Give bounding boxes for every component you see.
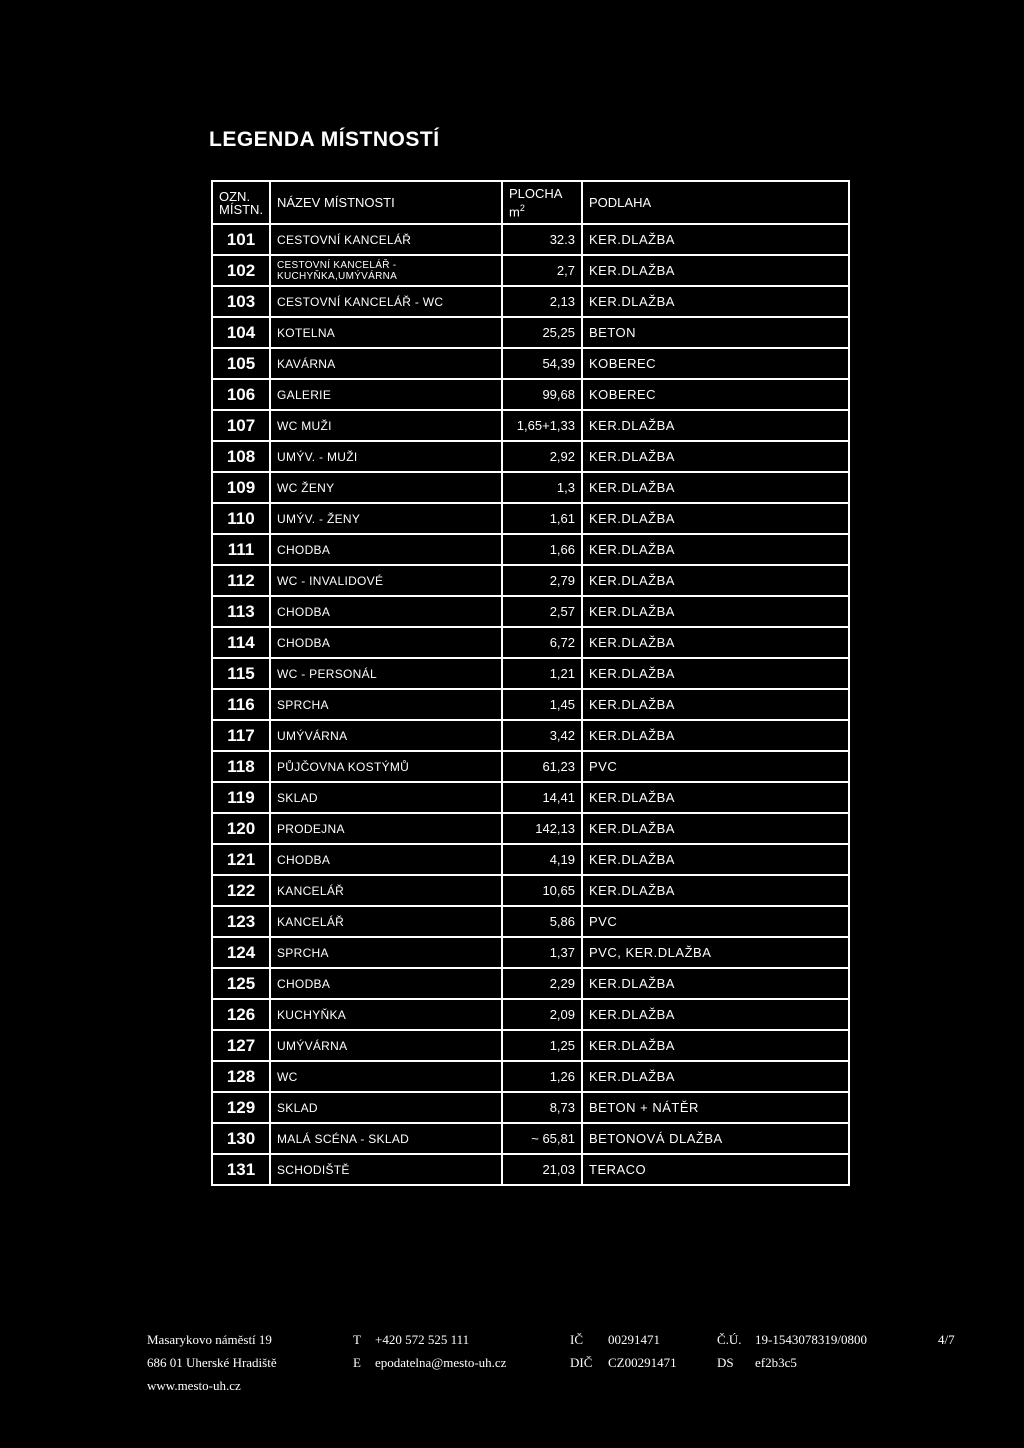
footer-email[interactable]: epodatelna@mesto-uh.cz bbox=[375, 1355, 507, 1370]
room-area-cell: 6,72 bbox=[502, 627, 582, 658]
footer-phone-label: T bbox=[353, 1332, 361, 1347]
room-name-cell: KANCELÁŘ bbox=[270, 906, 502, 937]
room-floor-cell: PVC bbox=[582, 751, 849, 782]
room-area-cell: 1,25 bbox=[502, 1030, 582, 1061]
table-row bbox=[212, 1092, 849, 1123]
room-name-cell: WC - INVALIDOVÉ bbox=[270, 565, 502, 596]
table-row bbox=[212, 379, 849, 410]
room-area-cell: 2,7 bbox=[502, 255, 582, 286]
room-floor-cell: KER.DLAŽBA bbox=[582, 596, 849, 627]
room-code-cell: 108 bbox=[212, 441, 270, 472]
room-floor-cell: KOBEREC bbox=[582, 379, 849, 410]
room-name-cell: CESTOVNÍ KANCELÁŘ - KUCHYŇKA,UMÝVÁRNA bbox=[270, 255, 502, 286]
room-floor-cell: BETON bbox=[582, 317, 849, 348]
room-code-cell: 129 bbox=[212, 1092, 270, 1123]
room-floor-cell: KER.DLAŽBA bbox=[582, 410, 849, 441]
room-area-cell: 14,41 bbox=[502, 782, 582, 813]
table-header-row bbox=[212, 181, 849, 224]
room-area-cell: 99,68 bbox=[502, 379, 582, 410]
room-name-cell: CHODBA bbox=[270, 627, 502, 658]
page-title: LEGENDA MÍSTNOSTÍ bbox=[209, 128, 440, 151]
room-name-cell: CESTOVNÍ KANCELÁŘ - WC bbox=[270, 286, 502, 317]
table-row bbox=[212, 627, 849, 658]
room-floor-cell: KER.DLAŽBA bbox=[582, 534, 849, 565]
room-floor-cell: KER.DLAŽBA bbox=[582, 286, 849, 317]
table-row bbox=[212, 255, 849, 286]
room-code-cell: 118 bbox=[212, 751, 270, 782]
room-name-cell: UMÝVÁRNA bbox=[270, 720, 502, 751]
room-name-cell: WC MUŽI bbox=[270, 410, 502, 441]
room-legend-table bbox=[211, 180, 850, 1186]
room-area-cell: 3,42 bbox=[502, 720, 582, 751]
table-row bbox=[212, 503, 849, 534]
room-name-cell: KANCELÁŘ bbox=[270, 875, 502, 906]
room-name-cell: PŮJČOVNA KOSTÝMŮ bbox=[270, 751, 502, 782]
room-code-cell: 106 bbox=[212, 379, 270, 410]
footer-dic: CZ00291471 bbox=[608, 1355, 677, 1370]
room-area-cell: 4,19 bbox=[502, 844, 582, 875]
table-row bbox=[212, 937, 849, 968]
room-code-cell: 105 bbox=[212, 348, 270, 379]
footer-ic: 00291471 bbox=[608, 1332, 660, 1347]
room-code-cell: 112 bbox=[212, 565, 270, 596]
room-area-cell: 54,39 bbox=[502, 348, 582, 379]
room-name-cell: CHODBA bbox=[270, 534, 502, 565]
footer-cu: 19-1543078319/0800 bbox=[755, 1332, 867, 1347]
room-floor-cell: KER.DLAŽBA bbox=[582, 441, 849, 472]
footer-address-line1: Masarykovo náměstí 19 bbox=[147, 1332, 272, 1347]
room-floor-cell: KOBEREC bbox=[582, 348, 849, 379]
room-floor-cell: KER.DLAŽBA bbox=[582, 627, 849, 658]
room-area-cell: 2,57 bbox=[502, 596, 582, 627]
room-name-cell: SCHODIŠTĚ bbox=[270, 1154, 502, 1185]
room-name-cell: CHODBA bbox=[270, 968, 502, 999]
room-area-cell: 1,3 bbox=[502, 472, 582, 503]
header-room-name: NÁZEV MÍSTNOSTI bbox=[270, 181, 502, 224]
table-row bbox=[212, 286, 849, 317]
room-code-cell: 109 bbox=[212, 472, 270, 503]
table-row bbox=[212, 999, 849, 1030]
room-floor-cell: KER.DLAŽBA bbox=[582, 224, 849, 255]
table-row bbox=[212, 689, 849, 720]
room-area-cell: 32.3 bbox=[502, 224, 582, 255]
room-area-cell: 2,79 bbox=[502, 565, 582, 596]
footer-ds-label: DS bbox=[717, 1355, 734, 1370]
room-code-cell: 117 bbox=[212, 720, 270, 751]
table-row bbox=[212, 1030, 849, 1061]
table-row bbox=[212, 224, 849, 255]
room-area-cell: 1,45 bbox=[502, 689, 582, 720]
room-area-cell: 2,29 bbox=[502, 968, 582, 999]
room-code-cell: 104 bbox=[212, 317, 270, 348]
room-code-cell: 131 bbox=[212, 1154, 270, 1185]
room-floor-cell: TERACO bbox=[582, 1154, 849, 1185]
footer-row-3 bbox=[147, 1378, 967, 1401]
table-row bbox=[212, 782, 849, 813]
room-floor-cell: KER.DLAŽBA bbox=[582, 782, 849, 813]
room-floor-cell: KER.DLAŽBA bbox=[582, 689, 849, 720]
room-area-cell: ~ 65,81 bbox=[502, 1123, 582, 1154]
table-row bbox=[212, 348, 849, 379]
room-area-cell: 61,23 bbox=[502, 751, 582, 782]
table-row bbox=[212, 844, 849, 875]
room-code-cell: 103 bbox=[212, 286, 270, 317]
footer-cu-label: Č.Ú. bbox=[717, 1332, 742, 1347]
header-room-code: OZN. MÍSTN. bbox=[212, 181, 270, 224]
room-floor-cell: KER.DLAŽBA bbox=[582, 813, 849, 844]
room-name-cell: SPRCHA bbox=[270, 937, 502, 968]
room-floor-cell: KER.DLAŽBA bbox=[582, 844, 849, 875]
room-area-cell: 1,21 bbox=[502, 658, 582, 689]
room-floor-cell: PVC, KER.DLAŽBA bbox=[582, 937, 849, 968]
room-area-cell: 142,13 bbox=[502, 813, 582, 844]
table-row bbox=[212, 1154, 849, 1185]
room-code-cell: 130 bbox=[212, 1123, 270, 1154]
room-area-cell: 2,09 bbox=[502, 999, 582, 1030]
room-floor-cell: KER.DLAŽBA bbox=[582, 720, 849, 751]
room-code-cell: 124 bbox=[212, 937, 270, 968]
room-name-cell: SKLAD bbox=[270, 1092, 502, 1123]
footer-phone: +420 572 525 111 bbox=[375, 1332, 470, 1347]
room-floor-cell: BETONOVÁ DLAŽBA bbox=[582, 1123, 849, 1154]
room-area-cell: 1,37 bbox=[502, 937, 582, 968]
room-code-cell: 102 bbox=[212, 255, 270, 286]
room-code-cell: 113 bbox=[212, 596, 270, 627]
room-area-cell: 1,65+1,33 bbox=[502, 410, 582, 441]
room-name-cell: WC - PERSONÁL bbox=[270, 658, 502, 689]
footer-row-2 bbox=[147, 1355, 967, 1378]
table-row bbox=[212, 658, 849, 689]
room-floor-cell: KER.DLAŽBA bbox=[582, 1030, 849, 1061]
footer-dic-label: DIČ bbox=[570, 1355, 593, 1370]
room-code-cell: 121 bbox=[212, 844, 270, 875]
room-name-cell: CHODBA bbox=[270, 596, 502, 627]
room-area-cell: 10,65 bbox=[502, 875, 582, 906]
table-row bbox=[212, 472, 849, 503]
table-row bbox=[212, 1123, 849, 1154]
room-code-cell: 114 bbox=[212, 627, 270, 658]
table-row bbox=[212, 441, 849, 472]
room-code-cell: 101 bbox=[212, 224, 270, 255]
header-area: PLOCHA $m^2$ bbox=[502, 181, 582, 224]
footer-row-1 bbox=[147, 1332, 967, 1355]
room-floor-cell: KER.DLAŽBA bbox=[582, 658, 849, 689]
room-area-cell: 2,13 bbox=[502, 286, 582, 317]
table-row bbox=[212, 875, 849, 906]
room-name-cell: MALÁ SCÉNA - SKLAD bbox=[270, 1123, 502, 1154]
room-name-cell: KOTELNA bbox=[270, 317, 502, 348]
room-floor-cell: KER.DLAŽBA bbox=[582, 565, 849, 596]
room-name-cell: CESTOVNÍ KANCELÁŘ bbox=[270, 224, 502, 255]
footer-ds: ef2b3c5 bbox=[755, 1355, 797, 1370]
room-name-cell: KAVÁRNA bbox=[270, 348, 502, 379]
room-area-cell: 8,73 bbox=[502, 1092, 582, 1123]
room-floor-cell: KER.DLAŽBA bbox=[582, 999, 849, 1030]
room-code-cell: 119 bbox=[212, 782, 270, 813]
room-floor-cell: PVC bbox=[582, 906, 849, 937]
footer-address-line2: 686 01 Uherské Hradiště bbox=[147, 1355, 277, 1370]
room-code-cell: 126 bbox=[212, 999, 270, 1030]
table-row bbox=[212, 1061, 849, 1092]
room-area-cell: 2,92 bbox=[502, 441, 582, 472]
header-floor: PODLAHA bbox=[582, 181, 849, 224]
room-name-cell: KUCHYŇKA bbox=[270, 999, 502, 1030]
room-code-cell: 123 bbox=[212, 906, 270, 937]
room-name-cell: UMÝV. - ŽENY bbox=[270, 503, 502, 534]
room-name-cell: SKLAD bbox=[270, 782, 502, 813]
room-code-cell: 128 bbox=[212, 1061, 270, 1092]
room-code-cell: 115 bbox=[212, 658, 270, 689]
table-row bbox=[212, 410, 849, 441]
footer bbox=[147, 1332, 967, 1401]
room-area-cell: 25,25 bbox=[502, 317, 582, 348]
room-name-cell: UMÝV. - MUŽI bbox=[270, 441, 502, 472]
table-row bbox=[212, 565, 849, 596]
room-floor-cell: KER.DLAŽBA bbox=[582, 968, 849, 999]
room-name-cell: WC bbox=[270, 1061, 502, 1092]
room-name-cell: SPRCHA bbox=[270, 689, 502, 720]
room-floor-cell: KER.DLAŽBA bbox=[582, 1061, 849, 1092]
room-floor-cell: KER.DLAŽBA bbox=[582, 875, 849, 906]
room-code-cell: 116 bbox=[212, 689, 270, 720]
room-name-cell: CHODBA bbox=[270, 844, 502, 875]
table-row bbox=[212, 813, 849, 844]
table-row bbox=[212, 968, 849, 999]
table-row bbox=[212, 317, 849, 348]
room-area-cell: 5,86 bbox=[502, 906, 582, 937]
room-floor-cell: KER.DLAŽBA bbox=[582, 255, 849, 286]
table-row bbox=[212, 534, 849, 565]
room-code-cell: 120 bbox=[212, 813, 270, 844]
room-name-cell: UMÝVÁRNA bbox=[270, 1030, 502, 1061]
room-floor-cell: BETON + NÁTĚR bbox=[582, 1092, 849, 1123]
room-name-cell: GALERIE bbox=[270, 379, 502, 410]
footer-website-link[interactable]: www.mesto-uh.cz bbox=[147, 1378, 241, 1393]
table-row bbox=[212, 751, 849, 782]
room-floor-cell: KER.DLAŽBA bbox=[582, 503, 849, 534]
footer-email-label: E bbox=[353, 1355, 361, 1370]
room-area-cell: 1,66 bbox=[502, 534, 582, 565]
room-code-cell: 122 bbox=[212, 875, 270, 906]
room-code-cell: 127 bbox=[212, 1030, 270, 1061]
room-name-cell: PRODEJNA bbox=[270, 813, 502, 844]
room-floor-cell: KER.DLAŽBA bbox=[582, 472, 849, 503]
room-code-cell: 110 bbox=[212, 503, 270, 534]
room-area-cell: 21,03 bbox=[502, 1154, 582, 1185]
table-row bbox=[212, 596, 849, 627]
footer-ic-label: IČ bbox=[570, 1332, 583, 1347]
room-code-cell: 125 bbox=[212, 968, 270, 999]
room-code-cell: 111 bbox=[212, 534, 270, 565]
room-area-cell: 1,61 bbox=[502, 503, 582, 534]
footer-page-number: 4/7 bbox=[938, 1332, 955, 1347]
table-row bbox=[212, 906, 849, 937]
room-code-cell: 107 bbox=[212, 410, 270, 441]
table-row bbox=[212, 720, 849, 751]
room-area-cell: 1,26 bbox=[502, 1061, 582, 1092]
room-name-cell: WC ŽENY bbox=[270, 472, 502, 503]
